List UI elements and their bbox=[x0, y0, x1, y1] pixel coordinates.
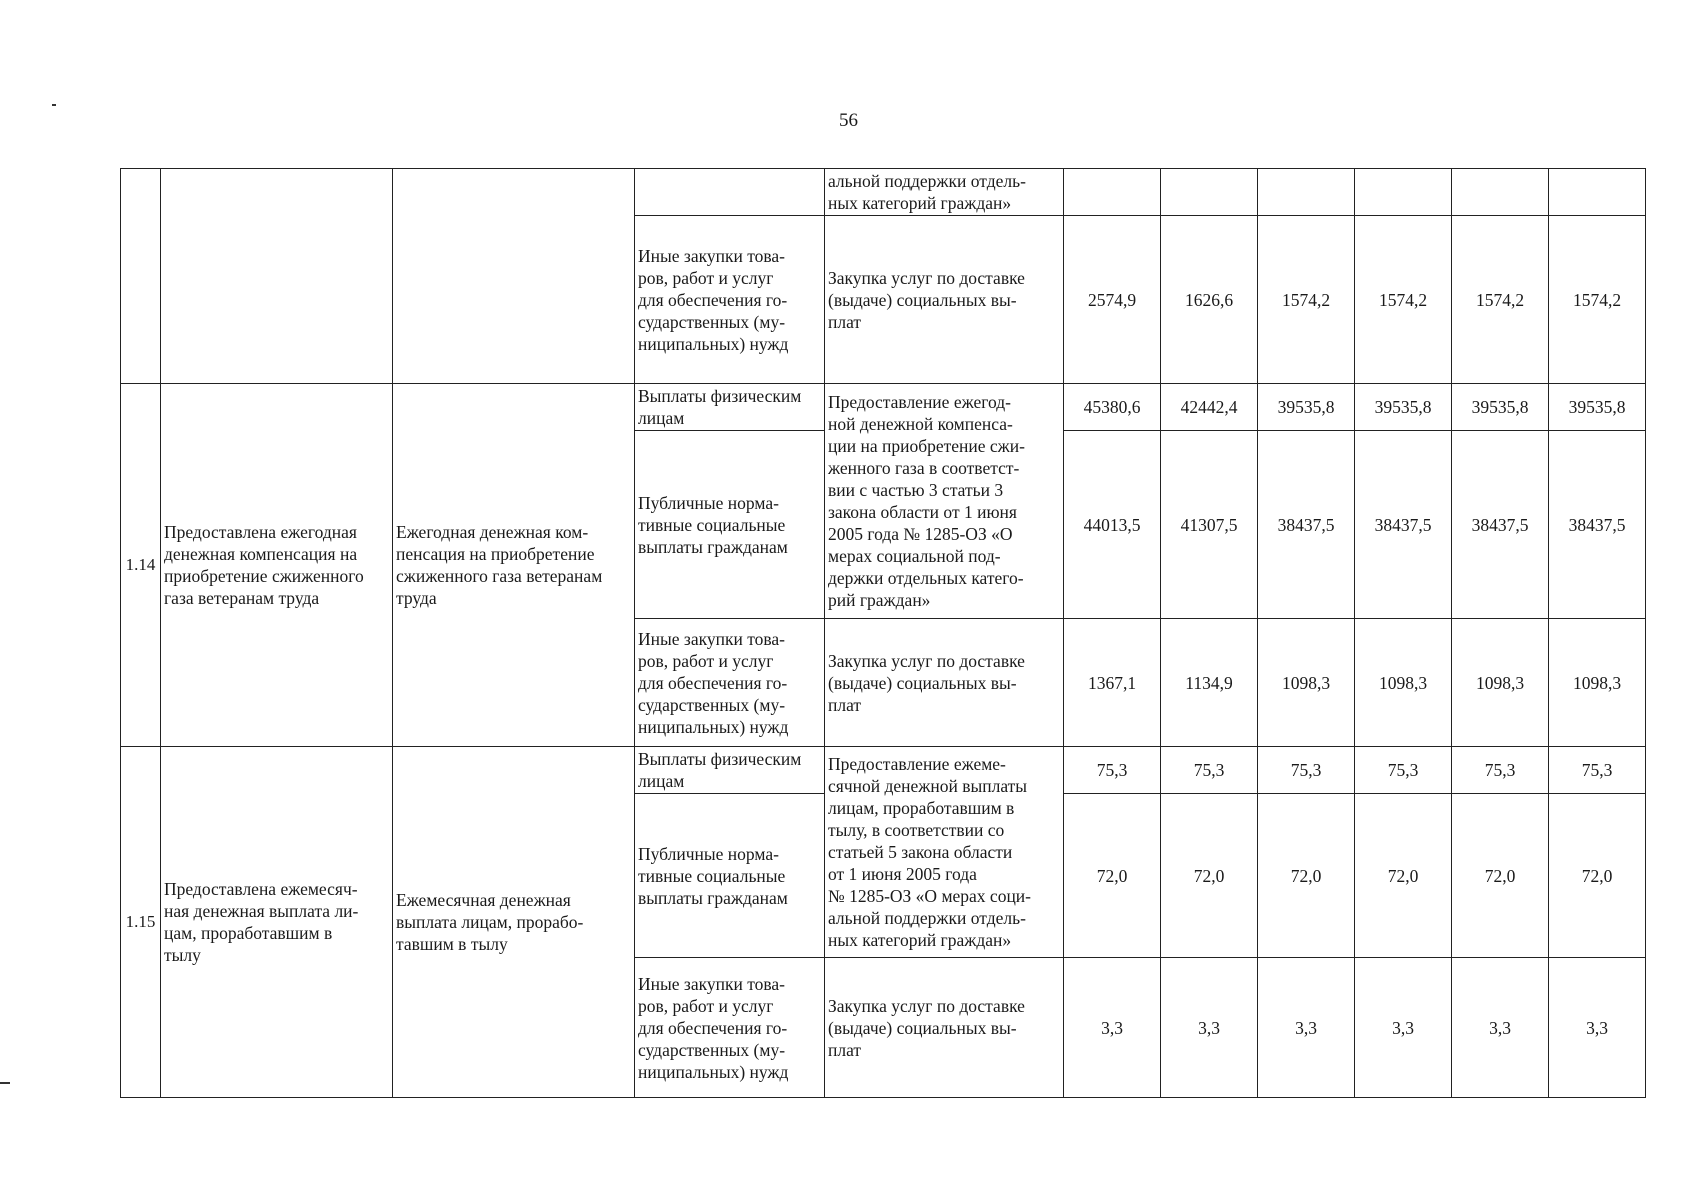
value-cell: 3,3 bbox=[1355, 958, 1452, 1098]
continuation-result-cell bbox=[161, 169, 393, 384]
value-cell: 1574,2 bbox=[1355, 216, 1452, 384]
expense-type-cell: Иные закупки това- ров, работ и услуг для обеспечения го- сударственных (му- ниципальных) нужд bbox=[635, 958, 825, 1098]
expense-type-cell: Публичные норма- тивные социальные выплаты гражданам bbox=[635, 794, 825, 958]
scan-mark-left bbox=[0, 1082, 10, 1084]
program-cell: Закупка услуг по доставке (выдаче) социальных вы- плат bbox=[825, 216, 1064, 384]
value-cell: 3,3 bbox=[1452, 958, 1549, 1098]
row-index-cell: 1.14 bbox=[121, 384, 161, 747]
value-cell: 1626,6 bbox=[1161, 216, 1258, 384]
measure-cell: Ежемесячная денежная выплата лицам, прорабо- тавшим в тылу bbox=[393, 747, 635, 1098]
value-cell: 1574,2 bbox=[1452, 216, 1549, 384]
value-cell: 1098,3 bbox=[1452, 619, 1549, 747]
value-cell: 38437,5 bbox=[1258, 431, 1355, 619]
value-cell: 1134,9 bbox=[1161, 619, 1258, 747]
value-cell: 75,3 bbox=[1355, 747, 1452, 794]
expense-type-cell: Иные закупки това- ров, работ и услуг для обеспечения го- сударственных (му- ниципальных) нужд bbox=[635, 619, 825, 747]
value-cell: 41307,5 bbox=[1161, 431, 1258, 619]
expense-type-cell: Выплаты физическим лицам bbox=[635, 384, 825, 431]
value-cell: 1574,2 bbox=[1549, 216, 1646, 384]
value-cell: 1098,3 bbox=[1549, 619, 1646, 747]
row-index-cell: 1.15 bbox=[121, 747, 161, 1098]
value-cell: 72,0 bbox=[1258, 794, 1355, 958]
value-cell: 3,3 bbox=[1064, 958, 1161, 1098]
result-cell: Предоставлена ежегодная денежная компенсация на приобретение сжиженного газа ветеранам труда bbox=[161, 384, 393, 747]
program-cell: Закупка услуг по доставке (выдаче) социальных вы- плат bbox=[825, 619, 1064, 747]
value-cell: 72,0 bbox=[1064, 794, 1161, 958]
value-cell: 75,3 bbox=[1258, 747, 1355, 794]
value-cell: 72,0 bbox=[1452, 794, 1549, 958]
continuation-measure-cell bbox=[393, 169, 635, 384]
value-cell: 75,3 bbox=[1549, 747, 1646, 794]
value-cell bbox=[1355, 169, 1452, 216]
value-cell bbox=[1064, 169, 1161, 216]
program-cell: Предоставление ежегод- ной денежной компенса- ции на приобретение сжи- женного газа в соответст- вии с частью 3 статьи 3 закона области от 1 июня 2005 года № 1285-ОЗ «О мерах социальной под- держки отдельных катего- рий граждан» bbox=[825, 384, 1064, 619]
table-row bbox=[121, 747, 1646, 794]
value-cell: 38437,5 bbox=[1355, 431, 1452, 619]
value-cell: 42442,4 bbox=[1161, 384, 1258, 431]
value-cell: 44013,5 bbox=[1064, 431, 1161, 619]
value-cell: 45380,6 bbox=[1064, 384, 1161, 431]
continuation-expense-type-cell bbox=[635, 169, 825, 216]
value-cell: 75,3 bbox=[1161, 747, 1258, 794]
value-cell: 39535,8 bbox=[1549, 384, 1646, 431]
program-cell: Предоставление ежеме- сячной денежной выплаты лицам, проработавшим в тылу, в соответствии со статьей 5 закона области от 1 июня 2005 года № 1285-ОЗ «О мерах соци- альной поддержки отдель- ных категорий граждан» bbox=[825, 747, 1064, 958]
value-cell: 1098,3 bbox=[1258, 619, 1355, 747]
value-cell: 1367,1 bbox=[1064, 619, 1161, 747]
value-cell: 72,0 bbox=[1549, 794, 1646, 958]
value-cell bbox=[1258, 169, 1355, 216]
value-cell: 39535,8 bbox=[1258, 384, 1355, 431]
table-row bbox=[121, 384, 1646, 431]
value-cell: 72,0 bbox=[1355, 794, 1452, 958]
value-cell bbox=[1161, 169, 1258, 216]
page-number: 56 bbox=[839, 110, 858, 131]
scan-mark-top bbox=[52, 104, 56, 106]
expense-type-cell: Публичные норма- тивные социальные выплаты гражданам bbox=[635, 431, 825, 619]
result-cell: Предоставлена ежемесяч- ная денежная выплата ли- цам, проработавшим в тылу bbox=[161, 747, 393, 1098]
continuation-program-cell: альной поддержки отдель- ных категорий граждан» bbox=[825, 169, 1064, 216]
value-cell: 1098,3 bbox=[1355, 619, 1452, 747]
value-cell: 39535,8 bbox=[1452, 384, 1549, 431]
value-cell: 1574,2 bbox=[1258, 216, 1355, 384]
value-cell: 38437,5 bbox=[1452, 431, 1549, 619]
continuation-index-cell bbox=[121, 169, 161, 384]
value-cell: 3,3 bbox=[1161, 958, 1258, 1098]
table-row bbox=[121, 169, 1646, 216]
value-cell bbox=[1452, 169, 1549, 216]
value-cell: 3,3 bbox=[1549, 958, 1646, 1098]
value-cell: 75,3 bbox=[1064, 747, 1161, 794]
expense-type-cell: Иные закупки това- ров, работ и услуг для обеспечения го- сударственных (му- ниципальных) нужд bbox=[635, 216, 825, 384]
value-cell bbox=[1549, 169, 1646, 216]
value-cell: 72,0 bbox=[1161, 794, 1258, 958]
measure-cell: Ежегодная денежная ком- пенсация на приобретение сжиженного газа ветеранам труда bbox=[393, 384, 635, 747]
value-cell: 39535,8 bbox=[1355, 384, 1452, 431]
value-cell: 38437,5 bbox=[1549, 431, 1646, 619]
program-cell: Закупка услуг по доставке (выдаче) социальных вы- плат bbox=[825, 958, 1064, 1098]
value-cell: 75,3 bbox=[1452, 747, 1549, 794]
value-cell: 3,3 bbox=[1258, 958, 1355, 1098]
value-cell: 2574,9 bbox=[1064, 216, 1161, 384]
budget-table bbox=[120, 168, 1646, 1098]
expense-type-cell: Выплаты физическим лицам bbox=[635, 747, 825, 794]
